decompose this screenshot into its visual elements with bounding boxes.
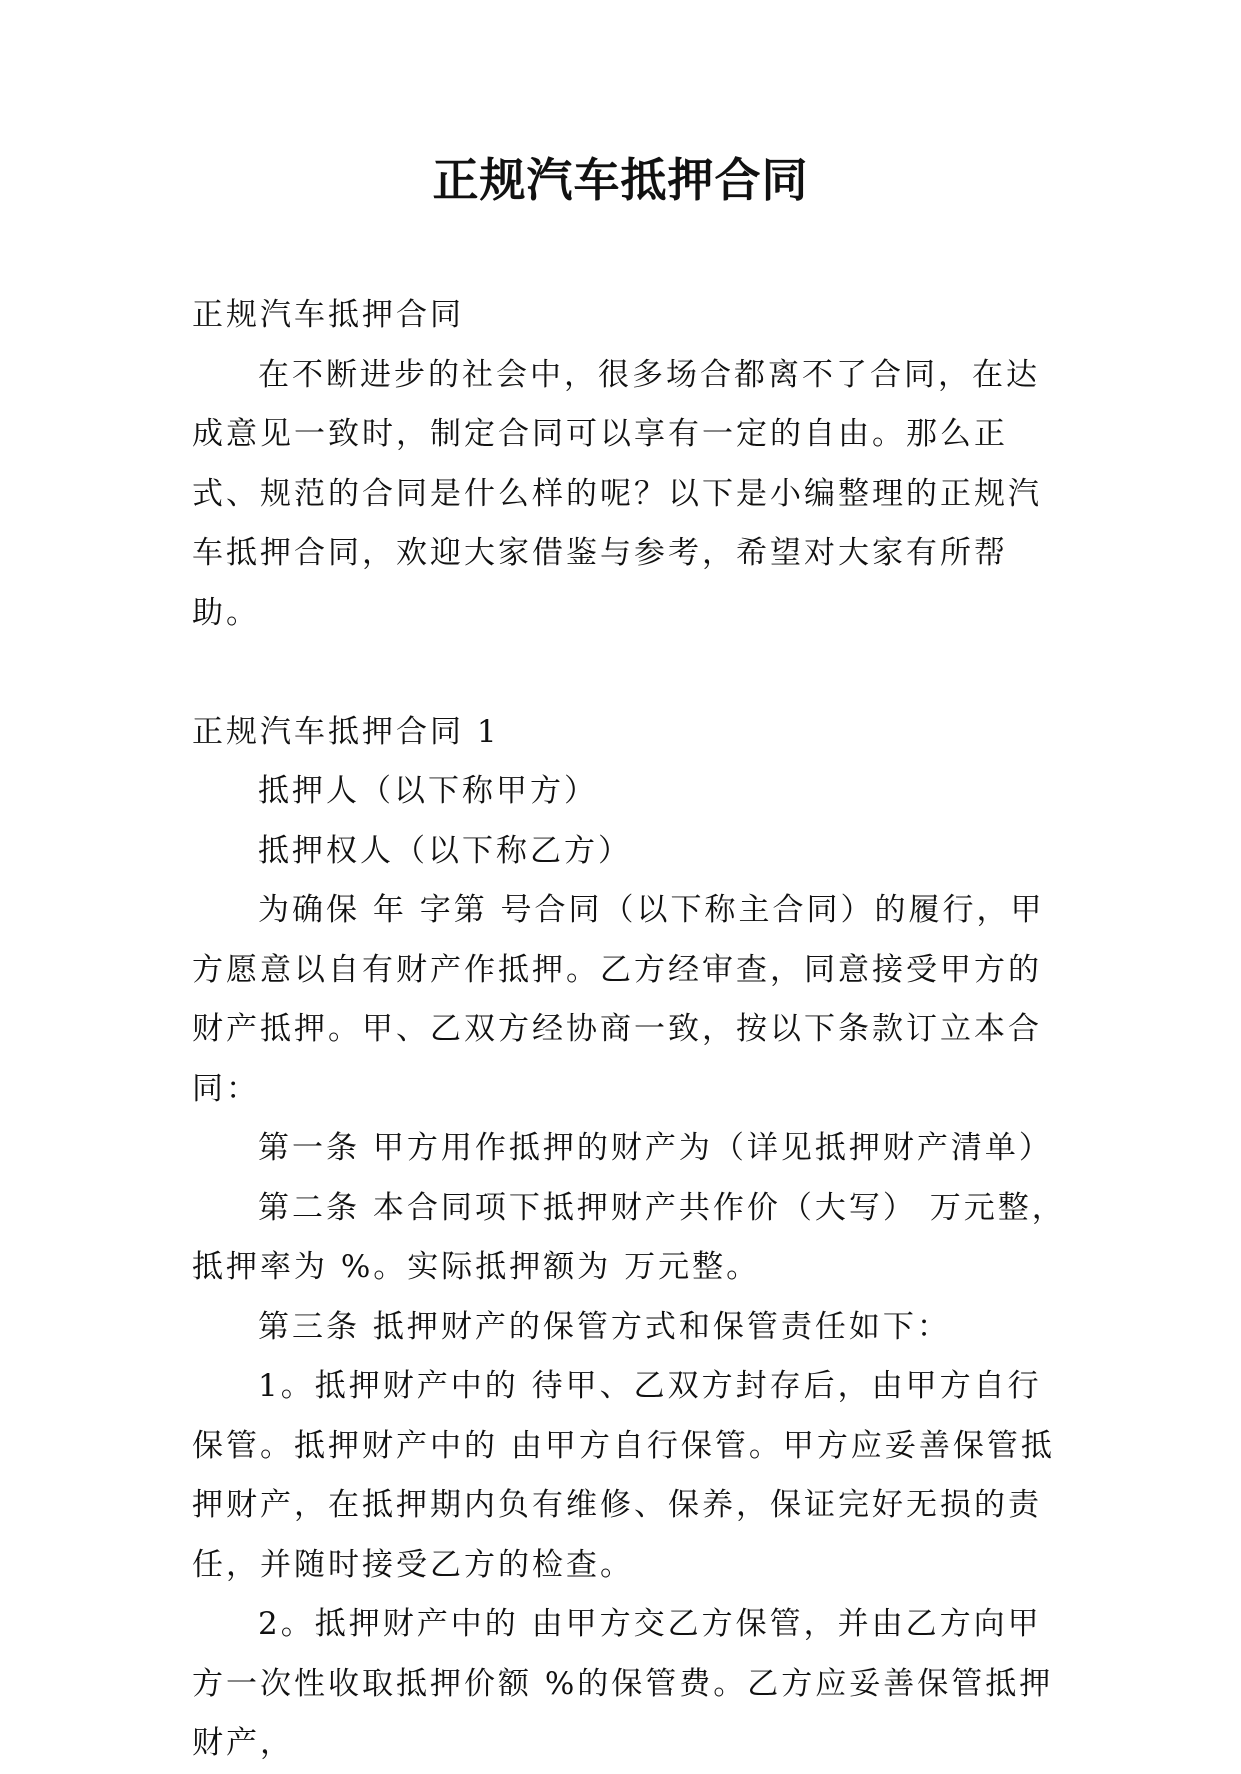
document-body <box>192 286 1072 1774</box>
article-2: 第二条 本合同项下抵押财产共作价（大写） 万元整，抵押率为 %。实际抵押额为 万元整。 <box>192 1189 1066 1285</box>
document-title: 正规汽车抵押合同 <box>432 153 809 207</box>
intro-heading: 正规汽车抵押合同 <box>192 297 464 333</box>
article-1: 第一条 甲方用作抵押的财产为（详见抵押财产清单） <box>258 1130 1053 1166</box>
party-b-line: 抵押权人（以下称乙方） <box>258 832 632 869</box>
preamble-paragraph: 为确保 年 字第 号合同（以下称主合同）的履行，甲方愿意以自有财产作抵押。乙方经审查，同意接受甲方的财产抵押。甲、乙双方经协商一致，按以下条款订立本合同： <box>192 892 1045 1107</box>
party-a-line: 抵押人（以下称甲方） <box>258 773 598 809</box>
article-3-item-2: 2。抵押财产中的 由甲方交乙方保管，并由乙方向甲方一次性收取抵押价额 %的保管费。乙方应妥善保管抵押财产， <box>192 1606 1054 1761</box>
section-heading: 正规汽车抵押合同 1 <box>192 713 500 750</box>
article-3-item-1: 1。抵押财产中的 待甲、乙双方封存后，由甲方自行保管。抵押财产中的 由甲方自行保管。甲方应妥善保管抵押财产，在抵押期内负有维修、保养，保证完好无损的责任，并随时接受乙方的检查。 <box>192 1368 1055 1583</box>
article-3: 第三条 抵押财产的保管方式和保管责任如下： <box>258 1308 951 1345</box>
paragraph-gap <box>192 643 1072 703</box>
intro-paragraph: 在不断进步的社会中，很多场合都离不了合同，在达成意见一致时，制定合同可以享有一定的自由。那么正式、规范的合同是什么样的呢？以下是小编整理的正规汽车抵押合同，欢迎大家借鉴与参考，希望对大家有所帮助。 <box>192 356 1042 631</box>
